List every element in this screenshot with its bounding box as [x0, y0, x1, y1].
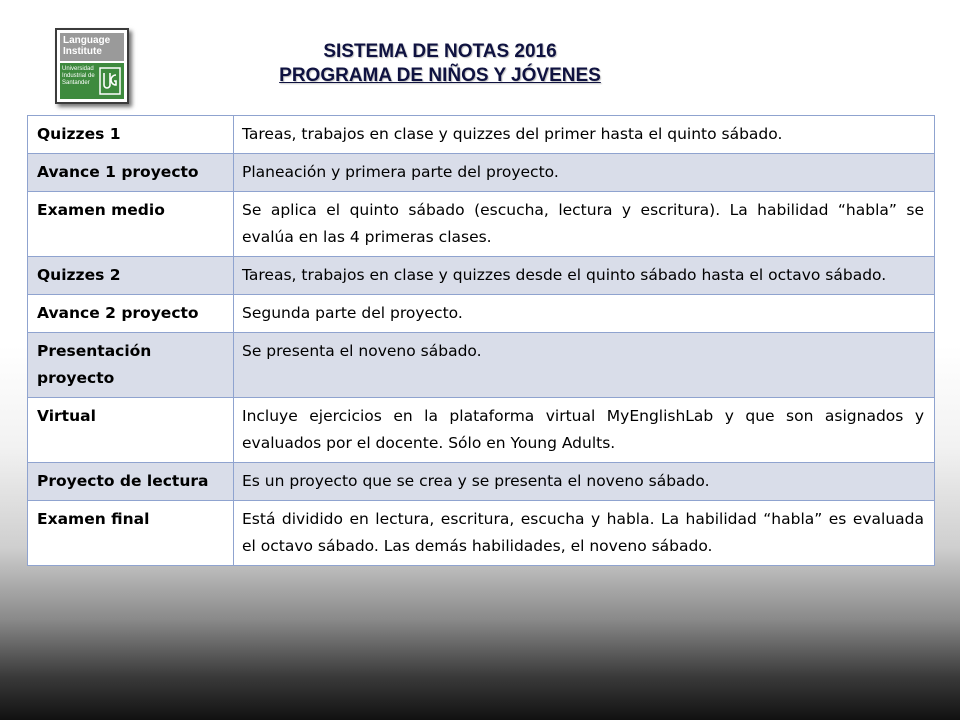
grading-table — [27, 115, 935, 566]
row-label: Examen final — [28, 501, 234, 566]
row-label: Proyecto de lectura — [28, 463, 234, 501]
table-row — [28, 295, 935, 333]
logo-wordmark — [60, 33, 124, 61]
page-title — [240, 40, 640, 88]
table-row — [28, 398, 935, 463]
row-description: Se aplica el quinto sábado (escucha, lectura y escritura). La habilidad “habla” se evalúa en las 4 primeras clases. — [234, 192, 935, 257]
table-row — [28, 257, 935, 295]
row-description: Incluye ejercicios en la plataforma virtual MyEnglishLab y que son asignados y evaluados por el docente. Sólo en Young Adults. — [234, 398, 935, 463]
row-description: Se presenta el noveno sábado. — [234, 333, 935, 398]
logo-university-line-3: Santander — [62, 80, 90, 86]
row-label: Quizzes 2 — [28, 257, 234, 295]
logo-line-1: Language — [63, 35, 111, 46]
row-description: Tareas, trabajos en clase y quizzes del primer hasta el quinto sábado. — [234, 116, 935, 154]
row-description: Planeación y primera parte del proyecto. — [234, 154, 935, 192]
row-description: Está dividido en lectura, escritura, escucha y habla. La habilidad “habla” es evaluada el octavo sábado. Las demás habilidades, el noveno sábado. — [234, 501, 935, 566]
row-label: Quizzes 1 — [28, 116, 234, 154]
title-line-2: PROGRAMA DE NIÑOS Y JÓVENES — [279, 65, 601, 86]
table-row — [28, 333, 935, 398]
table-row — [28, 192, 935, 257]
table-row — [28, 116, 935, 154]
university-seal-icon — [99, 67, 121, 95]
language-institute-logo — [55, 28, 129, 104]
row-description: Es un proyecto que se crea y se presenta el noveno sábado. — [234, 463, 935, 501]
title-line-1: SISTEMA DE NOTAS 2016 — [323, 41, 557, 62]
logo-university-block — [60, 63, 124, 99]
row-description: Segunda parte del proyecto. — [234, 295, 935, 333]
logo-line-2: Institute — [63, 46, 102, 57]
logo-university-line-1: Universidad — [62, 66, 94, 72]
logo-university-line-2: Industrial de — [62, 73, 95, 79]
row-label: Examen medio — [28, 192, 234, 257]
row-label: Avance 1 proyecto — [28, 154, 234, 192]
row-label: Presentación proyecto — [28, 333, 234, 398]
table-row — [28, 154, 935, 192]
row-label: Avance 2 proyecto — [28, 295, 234, 333]
row-description: Tareas, trabajos en clase y quizzes desde el quinto sábado hasta el octavo sábado. — [234, 257, 935, 295]
table-row — [28, 501, 935, 566]
row-label: Virtual — [28, 398, 234, 463]
table-row — [28, 463, 935, 501]
logo-university-text — [62, 66, 96, 87]
